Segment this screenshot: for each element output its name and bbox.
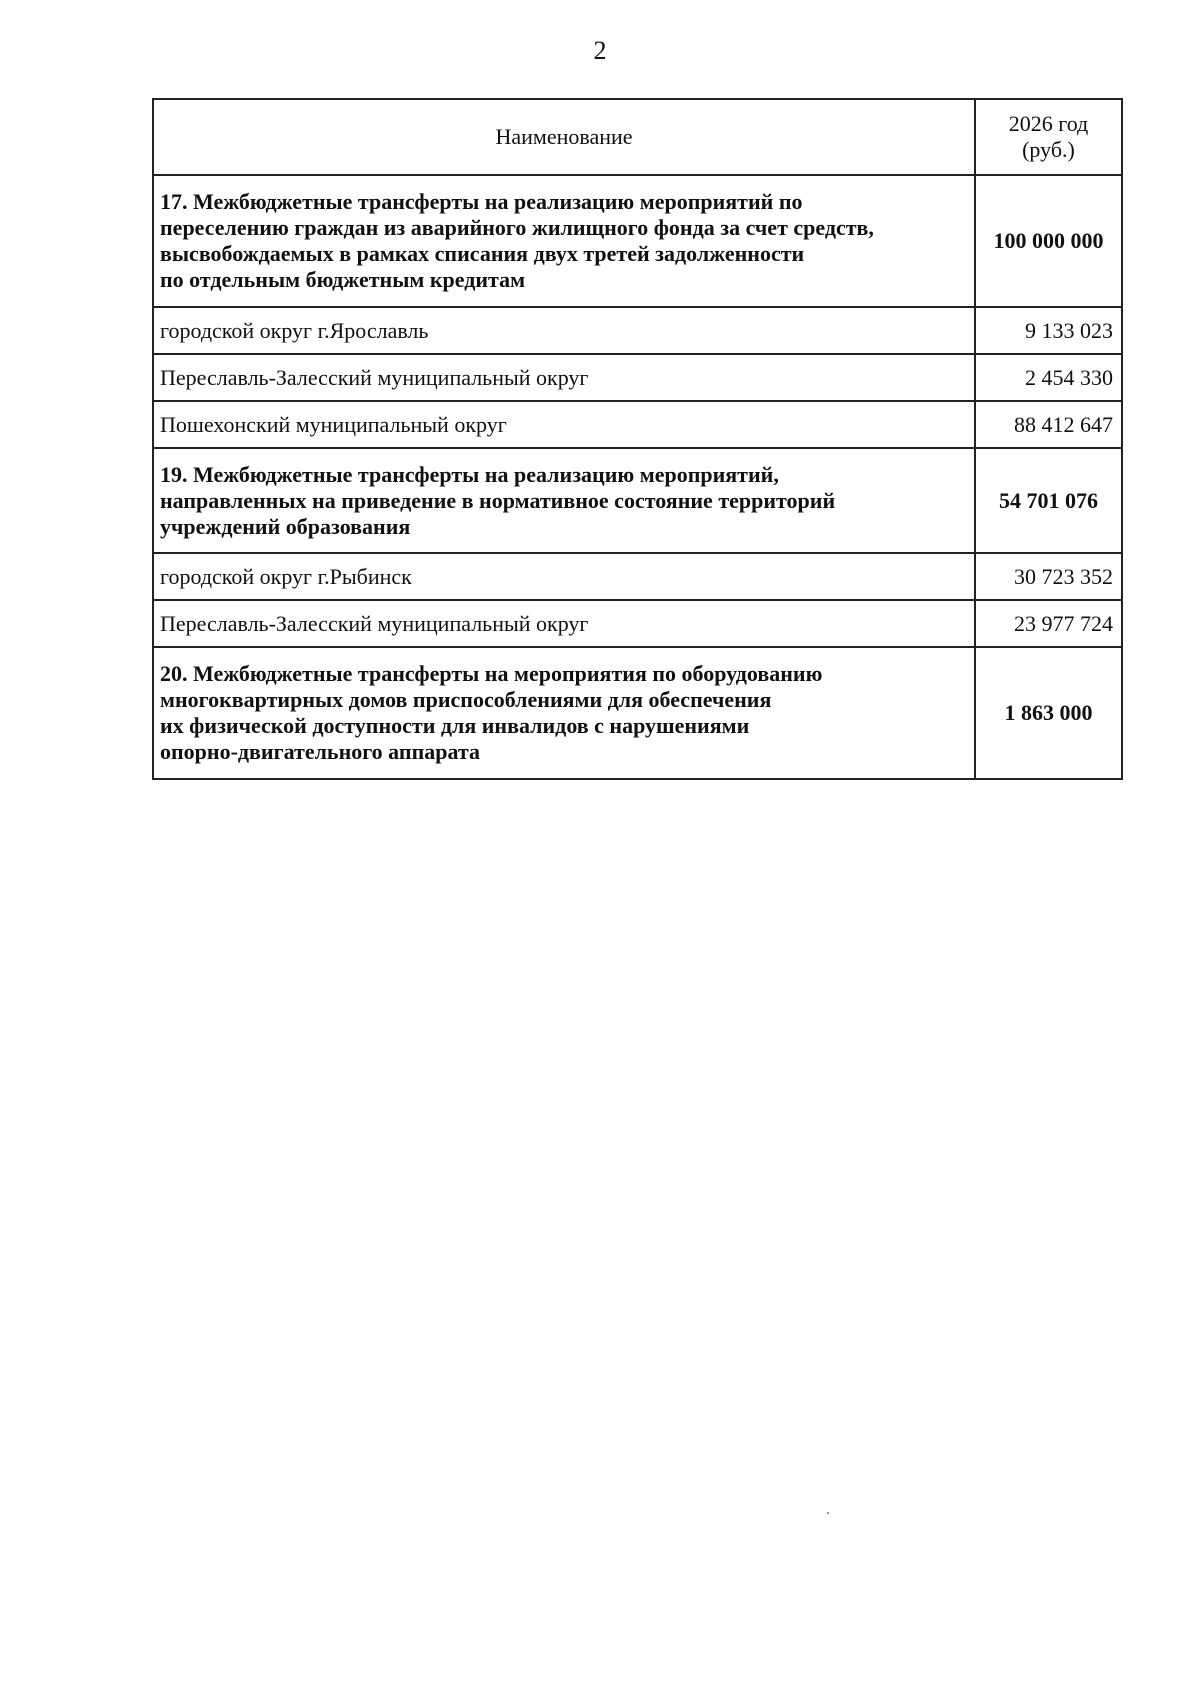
page-number: 2: [593, 36, 607, 65]
section-title-line: опорно-двигательного аппарата: [160, 739, 480, 764]
row-name: Пошехонский муниципальный округ: [153, 401, 975, 448]
section-title-line: 17. Межбюджетные трансферты на реализацию мероприятий по: [160, 189, 803, 214]
table-row-section-17: [153, 175, 1122, 307]
section-title-line: высвобождаемых в рамках списания двух третей задолженности: [160, 241, 805, 266]
header-amount: [975, 99, 1122, 175]
row-name: Переславль-Залесский муниципальный округ: [153, 354, 975, 401]
budget-table: [152, 98, 1123, 780]
table-row: [153, 553, 1122, 600]
section-title-line: их физической доступности для инвалидов с нарушениями: [160, 713, 750, 738]
header-amount-year: 2026 год: [1008, 111, 1089, 136]
section-title-line: по отдельным бюджетным кредитам: [160, 267, 526, 292]
table-row-section-19: [153, 448, 1122, 553]
row-amount: 88 412 647: [975, 401, 1122, 448]
section-title-line: многоквартирных домов приспособлениями для обеспечения: [160, 687, 772, 712]
section-title-line: 20. Межбюджетные трансферты на мероприятия по оборудованию: [160, 661, 823, 686]
header-amount-unit: (руб.): [1022, 137, 1075, 162]
section-title-line: учреждений образования: [160, 513, 411, 539]
row-amount: 30 723 352: [975, 553, 1122, 600]
section-amount: 100 000 000: [975, 175, 1122, 307]
section-title: [153, 647, 975, 779]
header-name: Наименование: [153, 99, 975, 175]
table-row-section-20: [153, 647, 1122, 779]
table-header-row: [153, 99, 1122, 175]
table-row: [153, 600, 1122, 647]
section-title-line: переселению граждан из аварийного жилищного фонда за счет средств,: [160, 215, 874, 240]
scan-speck: [827, 1512, 829, 1514]
table-row: [153, 307, 1122, 354]
row-name: городской округ г.Ярославль: [153, 307, 975, 354]
section-title: [153, 175, 975, 307]
row-name: городской округ г.Рыбинск: [153, 553, 975, 600]
section-amount: 54 701 076: [975, 448, 1122, 553]
table-row: [153, 354, 1122, 401]
row-amount: 9 133 023: [975, 307, 1122, 354]
row-name: Переславль-Залесский муниципальный округ: [153, 600, 975, 647]
section-title-line: направленных на приведение в нормативное состояние территорий: [160, 487, 836, 513]
row-amount: 23 977 724: [975, 600, 1122, 647]
section-title-line: 19. Межбюджетные трансферты на реализацию мероприятий,: [160, 461, 779, 487]
table-row: [153, 401, 1122, 448]
row-amount: 2 454 330: [975, 354, 1122, 401]
section-amount: 1 863 000: [975, 647, 1122, 779]
section-title: [153, 448, 975, 553]
